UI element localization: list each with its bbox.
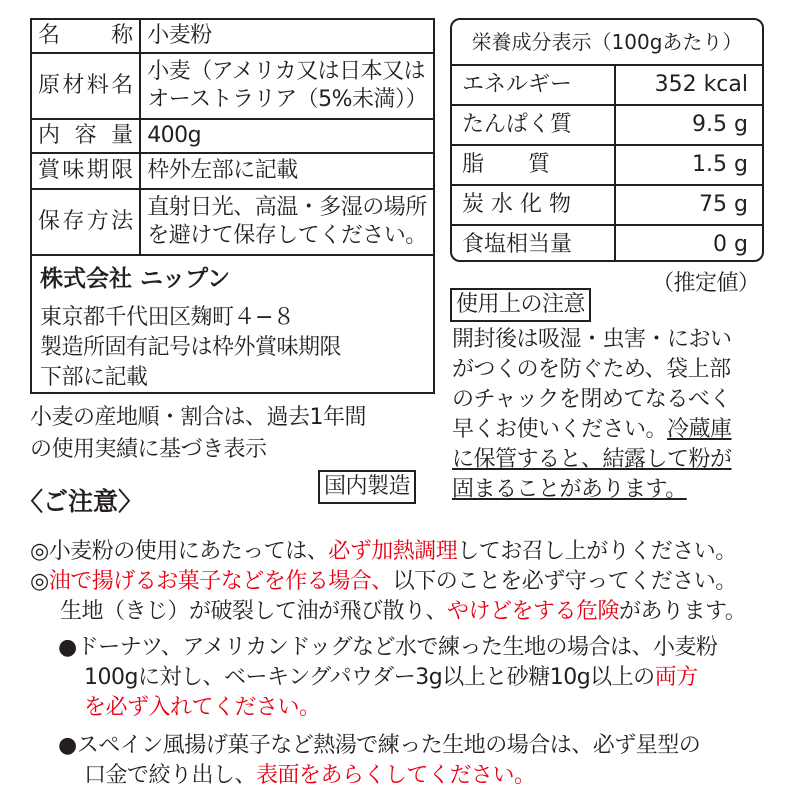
info-value-quantity <box>140 119 434 153</box>
nutrition-value: 75 g <box>699 192 748 217</box>
caution-warning-text: 両方 <box>654 665 698 690</box>
info-value-storage <box>140 189 434 255</box>
caution-text: ◎ <box>30 569 49 594</box>
nutrition-label: エネルギー <box>452 66 616 104</box>
nutrition-row-energy <box>452 66 762 106</box>
usage-line-underlined: 固まることがあります。 <box>452 477 687 502</box>
factory-code-line: 製造所固有記号は枠外賞味期限 <box>40 335 342 360</box>
caution-text: があります。 <box>619 599 747 624</box>
caution-warning-line: を必ず入れてください。 <box>84 695 321 720</box>
nutrition-value: 0 g <box>713 232 748 257</box>
caution-line <box>30 564 737 595</box>
info-value-line: オーストラリア（5%未満）） <box>147 87 427 112</box>
info-value-ingredients <box>140 53 434 119</box>
info-row-quantity <box>31 119 434 153</box>
nutrition-row-protein <box>452 106 762 146</box>
info-row-storage <box>31 189 434 255</box>
info-value-text: 小麦粉 <box>147 23 212 48</box>
caution-warning-text: 表面をあらくしてください。 <box>256 763 536 788</box>
caution-warning-text: 油で揚げるお菓子などを作る場合、 <box>48 569 393 594</box>
info-label-ingredients: 原材料名 <box>31 53 140 119</box>
caution-warning-text: やけどをする危険 <box>447 599 620 624</box>
nutrition-title: 栄養成分表示（100gあたり） <box>452 20 762 66</box>
caution-warning-text: 必ず加熱調理 <box>328 539 458 564</box>
factory-code-line: 下部に記載 <box>40 365 148 390</box>
usage-line <box>452 412 732 443</box>
info-value-line: を避けて保存してください。 <box>147 223 427 248</box>
nutrition-row-fat <box>452 146 762 186</box>
domestic-badge: 国内製造 <box>318 470 416 504</box>
nutrition-label: たんぱく質 <box>452 106 616 144</box>
caution-bullet-line: ●スペイン風揚げ菓子など熱湯で練った生地の場合は、必ず星型の <box>58 733 701 758</box>
caution-line <box>60 594 746 625</box>
info-label-storage: 保存方法 <box>31 189 140 255</box>
usage-text: 早くお使いください。 <box>452 417 668 442</box>
caution-text: 以下のことを必ず守ってください。 <box>392 569 737 594</box>
nutrition-row-carbohydrate <box>452 186 762 226</box>
info-label-best-before: 賞味期限 <box>31 153 140 189</box>
caution-text: ◎小麦粉の使用にあたっては、 <box>30 539 329 564</box>
manufacturer-box <box>30 254 435 394</box>
company-name: 株式会社 ニップン <box>40 266 231 292</box>
info-row-name <box>31 19 434 53</box>
usage-line-underlined: に保管すると、結露して粉が <box>452 447 732 472</box>
caution-bullet-line <box>84 758 536 789</box>
info-value-text: 400g <box>147 123 202 148</box>
origin-note-line: 小麦の産地順・割合は、過去1年間 <box>30 405 366 430</box>
info-value-line: 直射日光、高温・多湿の場所 <box>147 195 427 220</box>
product-info-table <box>30 18 435 256</box>
usage-line: のチャックを閉めてなるべく <box>452 387 731 412</box>
nutrition-label: 炭 水 化 物 <box>452 186 616 224</box>
caution-text: 生地（きじ）が破裂して油が飛び散り、 <box>60 599 448 624</box>
nutrition-value: 352 kcal <box>654 72 748 97</box>
usage-text-underlined: 冷蔵庫 <box>667 417 732 442</box>
company-address: 東京都千代田区麹町４−８ <box>40 305 295 330</box>
info-value-text: 枠外左部に記載 <box>147 158 298 183</box>
info-label-name: 名 称 <box>31 19 140 53</box>
caution-line <box>30 534 737 565</box>
usage-heading: 使用上の注意 <box>450 288 591 322</box>
caution-text: 口金で絞り出し、 <box>84 763 257 788</box>
info-value-line: 小麦（アメリカ又は日本又は <box>147 59 426 84</box>
info-label-quantity: 内 容 量 <box>31 119 140 153</box>
nutrition-row-salt <box>452 226 762 262</box>
info-value-best-before <box>140 153 434 189</box>
info-value-name <box>140 19 434 53</box>
caution-bullet-line: ●ドーナツ、アメリカンドッグなど水で練った生地の場合は、小麦粉 <box>58 635 718 660</box>
caution-heading: 〈ご注意〉 <box>18 487 144 516</box>
usage-line: がつくのを防ぐため、袋上部 <box>452 357 731 382</box>
nutrition-label: 食塩相当量 <box>452 226 616 262</box>
caution-text: してお召し上がりください。 <box>457 539 737 564</box>
caution-bullet-line <box>84 660 698 691</box>
nutrition-label: 脂 質 <box>452 146 616 184</box>
info-row-best-before <box>31 153 434 189</box>
info-row-ingredients <box>31 53 434 119</box>
nutrition-table <box>450 18 764 262</box>
caution-text: 100gに対し、ベーキングパウダー3g以上と砂糖10g以上の <box>84 665 655 690</box>
usage-line: 開封後は吸湿・虫害・におい <box>452 327 732 352</box>
nutrition-estimate-note: （推定値） <box>652 271 760 296</box>
origin-note-line: の使用実績に基づき表示 <box>30 437 267 462</box>
nutrition-value: 1.5 g <box>692 152 748 177</box>
nutrition-value: 9.5 g <box>692 112 748 137</box>
